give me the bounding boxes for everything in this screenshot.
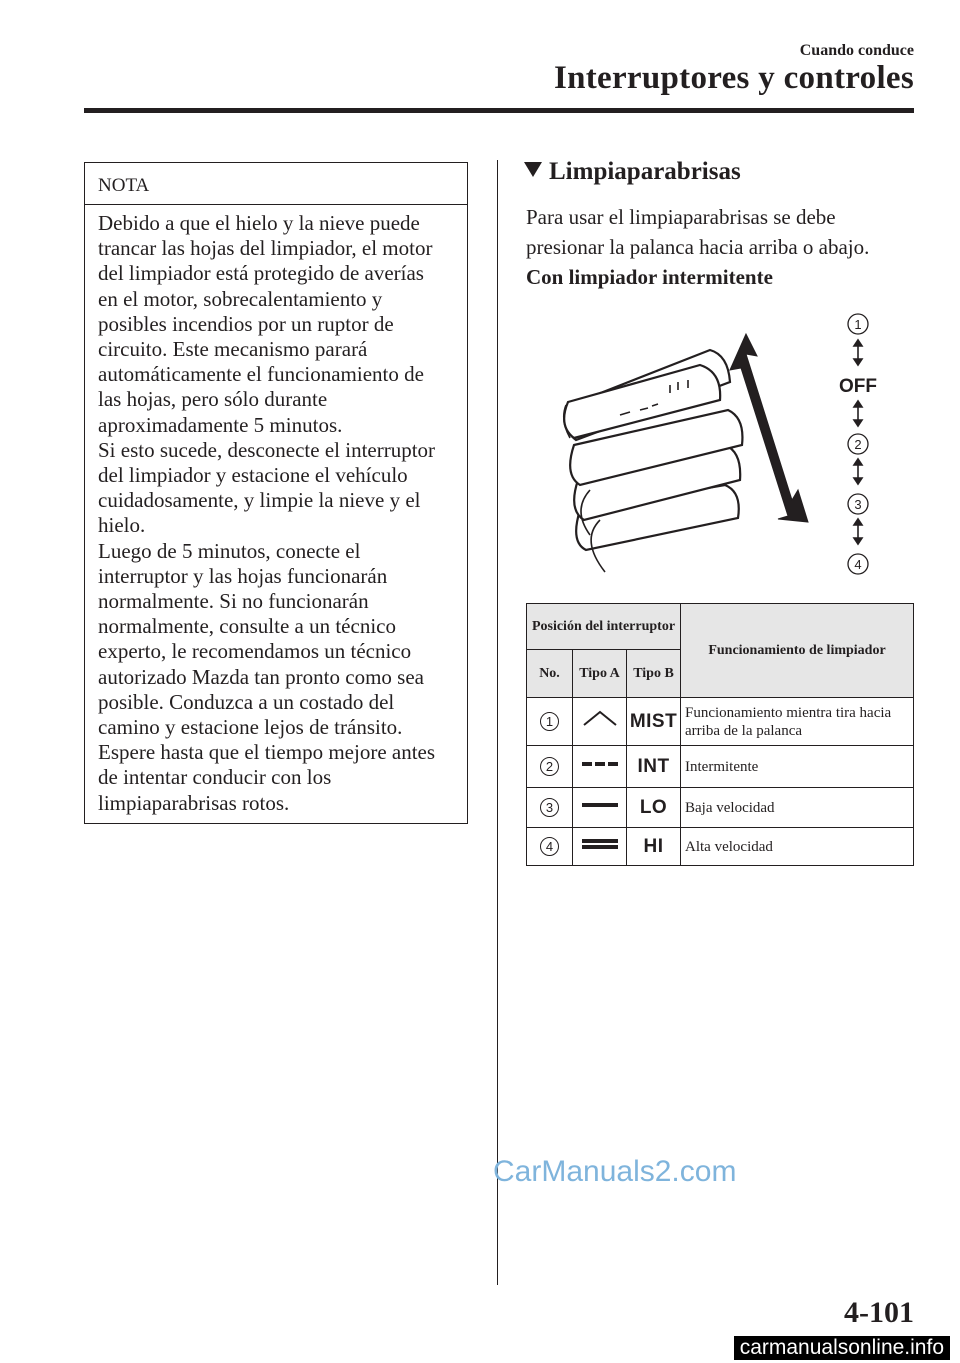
row-number: 2 (540, 757, 559, 776)
table-row (527, 698, 914, 746)
figure-label-4: 4 (854, 557, 862, 572)
type-b-label: MIST (629, 710, 678, 732)
header-rule (84, 108, 914, 113)
wiper-lever-illustration (560, 310, 890, 585)
footer-site-link[interactable]: carmanualsonline.info (734, 1336, 950, 1360)
header-type-a: Tipo A (573, 650, 627, 698)
header-type-b: Tipo B (627, 650, 681, 698)
wiper-positions-table (526, 603, 914, 866)
figure-label-3: 3 (854, 497, 862, 512)
function-text: Funcionamiento mientra tira hacia arriba de la palanca (681, 698, 914, 746)
type-b-label: LO (639, 796, 668, 818)
function-text: Intermitente (681, 746, 914, 788)
header-position: Posición del interruptor (527, 604, 681, 650)
row-number: 3 (540, 798, 559, 817)
figure-label-off: OFF (839, 376, 877, 397)
triangle-marker-icon (524, 162, 542, 177)
row-number: 4 (540, 837, 559, 856)
section-title-text: Limpiaparabrisas (549, 158, 741, 185)
column-divider (497, 160, 498, 1285)
mist-arc-icon (580, 709, 620, 729)
header-subtitle: Cuando conduce (799, 42, 914, 59)
table-row (527, 746, 914, 788)
row-number: 1 (540, 712, 559, 731)
figure-label-2: 2 (854, 437, 862, 452)
type-b-label: INT (637, 755, 670, 777)
watermark-link[interactable]: CarManuals2.com (493, 1155, 737, 1188)
table-row (527, 788, 914, 828)
figure-label-1: 1 (854, 317, 862, 332)
page-number: 4-101 (844, 1296, 914, 1329)
header-no: No. (527, 650, 573, 698)
function-text: Alta velocidad (681, 828, 914, 866)
low-speed-line-icon (580, 799, 620, 811)
header-title: Interruptores y controles (553, 60, 914, 96)
type-b-label: HI (643, 835, 664, 857)
function-text: Baja velocidad (681, 788, 914, 828)
section-title (524, 158, 741, 186)
note-body: Debido a que el hielo y la nieve puede trancar las hojas del limpiador, el motor del limpiador está protegido de averías en el motor, sobrecalentamiento y posibles incendios por un ruptor de circuito. Este mecanismo parará automáticamente el funcionamiento de las hojas, pero sólo durante aproximadamente 5 minutos. Si esto sucede, desconecte el interruptor del limpiador y estacione el vehículo cuidadosamente, y limpie la nieve y el hielo. Luego de 5 minutos, conecte el interruptor y las hojas funcionarán normalmente. Si no funcionarán normalmente, consulte a un técnico experto, le recomendamos un técnico autorizado Mazda tan pronto como sea posible. Conduzca a un costado del camino y estacione lejos de tránsito. Espere hasta que el tiempo mejore antes de intentar conducir con los limpiaparabrisas rotos. (98, 211, 436, 815)
high-speed-double-line-icon (580, 837, 620, 851)
table-row (527, 828, 914, 866)
wiper-lever-drawing (560, 310, 890, 585)
header-function: Funcionamiento de limpiador (681, 604, 914, 698)
intermittent-dashes-icon (580, 758, 620, 770)
note-box (84, 162, 468, 824)
note-title: NOTA (85, 163, 467, 205)
sub-heading: Con limpiador intermitente (526, 265, 773, 289)
section-intro: Para usar el limpiaparabrisas se debe presionar la palanca hacia arriba o abajo. (526, 205, 870, 259)
